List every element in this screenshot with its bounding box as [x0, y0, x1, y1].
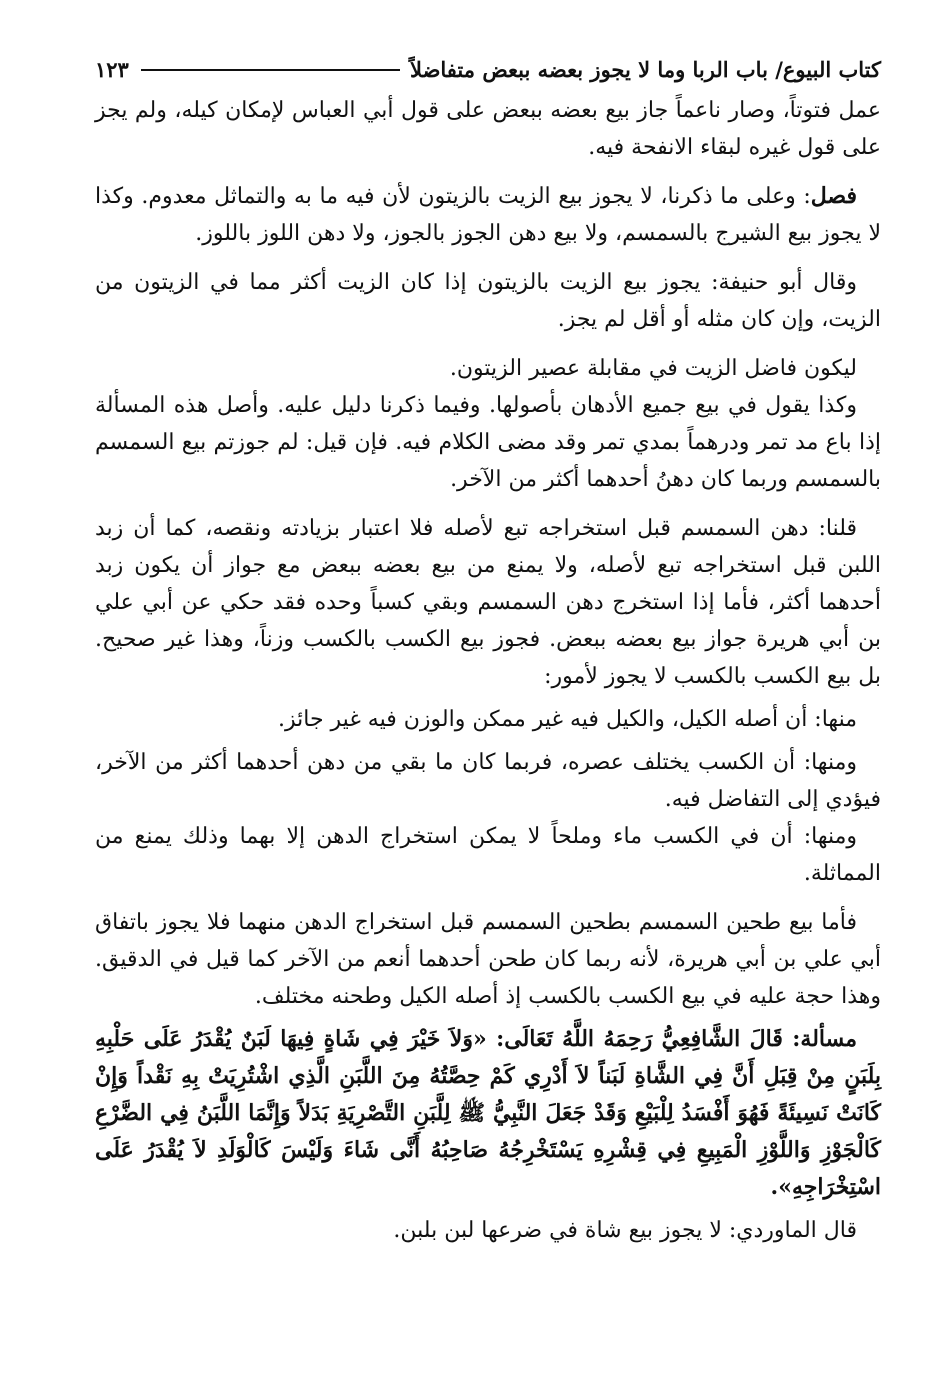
page-number: ١٢٣: [95, 57, 129, 82]
masala-lead: مسألة: قَالَ الشَّافِعِيُّ: [661, 1026, 858, 1052]
paragraph-text: ومنها: أن الكسب يختلف عصره، فربما كان ما بقي من دهن أحدهما أكثر من الآخر، فيؤدي إلى التفاضل فيه.: [95, 750, 881, 812]
paragraph-10: [95, 904, 881, 1015]
paragraph-text: عمل فتوتاً، وصار ناعماً جاز بيع بعضه ببعض على قول أبي العباس لإمكان كيله، ولم يجز على قول غيره لبقاء الانفحة فيه.: [95, 98, 881, 160]
paragraph-2: [95, 178, 881, 252]
chapter-title: كتاب البيوع/ باب الربا وما لا يجوز بعضه ببعض متفاضلاً: [410, 57, 881, 82]
paragraph-text: ومنها: أن في الكسب ماء وملحاً لا يمكن استخراج الدهن إلا بهما وذلك يمنع من المماثلة.: [95, 824, 881, 886]
section-lead: فصل: [810, 183, 857, 209]
paragraph-text: وقال أبو حنيفة: يجوز بيع الزيت بالزيتون إذا كان الزيت أكثر مما في الزيتون من الزيت، وإن كان مثله أو أقل لم يجز.: [95, 270, 881, 332]
paragraph-text: قال الماوردي: لا يجوز بيع شاة في ضرعها لبن بلبن.: [393, 1218, 857, 1243]
paragraph-text: قلنا: دهن السمسم قبل استخراجه تبع لأصله فلا اعتبار بزيادته ونقصه، كما أن زبد اللبن قبل استخراجه تبع لأصله، ولا يمنع من بيع بعضه ببعض مع جواز أن يكون زبد أحدهما أكثر، فأما إذا استخرج دهن السمسم وبقي كسباً وحده فقد حكي عن أبي علي بن أبي هريرة جواز بيع بعضه ببعض. فجوز بيع الكسب بالكسب وزناً، وهذا غير صحيح. بل بيع الكسب بالكسب لا يجوز لأمور:: [95, 516, 881, 689]
paragraph-text: ليكون فاضل الزيت في مقابلة عصير الزيتون.: [449, 356, 857, 381]
paragraph-4: [95, 350, 881, 387]
book-page: [95, 48, 881, 1249]
paragraph-9: [95, 818, 881, 892]
paragraph-11: [95, 1021, 881, 1206]
header-rule: [141, 69, 400, 71]
paragraph-text: فأما بيع طحين السمسم بطحين السمسم قبل استخراج الدهن منهما فلا يجوز باتفاق أبي علي بن أبي هريرة، لأنه ربما كان طحن أحدهما أنعم من الآخر كما قيل في الدقيق. وهذا حجة عليه في بيع الكسب بالكسب إذ أصله الكيل وطحنه مختلف.: [95, 910, 881, 1009]
paragraph-1: [95, 92, 881, 166]
paragraph-8: [95, 744, 881, 818]
paragraph-5: [95, 387, 881, 498]
paragraph-6: [95, 510, 881, 695]
paragraph-3: [95, 264, 881, 338]
running-header: [95, 48, 881, 92]
paragraph-text: : وعلى ما ذكرنا، لا يجوز بيع الزيت بالزيتون لأن فيه ما به والتماثل معدوم. وكذا لا يجوز بيع الشيرج بالسمسم، ولا بيع دهن الجوز بالجوز، ولا دهن اللوز باللوز.: [95, 184, 881, 246]
paragraph-12: [95, 1212, 881, 1249]
paragraph-text: منها: أن أصله الكيل، والكيل فيه غير ممكن والوزن فيه غير جائز.: [277, 707, 857, 732]
paragraph-text: وكذا يقول في بيع جميع الأدهان بأصولها. وفيما ذكرنا دليل عليه. وأصل هذه المسألة إذا باع مد تمر ودرهماً بمدي تمر وقد مضى الكلام فيه. فإن قيل: لم جوزتم بيع السمسم بالسمسم وربما كان دهنُ أحدهما أكثر من الآخر.: [95, 393, 881, 492]
quoted-text: رَحِمَهُ اللَّهُ تَعَالَى: «وَلاَ خَيْرَ فِي شَاةٍ فِيهَا لَبَنٌ يُقْدَرُ عَلَى حَلْبِهِ بِلَبَنٍ مِنْ قِبَلِ أَنَّ فِي الشَّاةِ لَبَناً لاَ أَدْرِي كَمْ حِصَّتُهُ مِنَ اللَّبَنِ الَّذِي اشْتُرِيَتْ بِهِ نَقْداً وَإِنْ كَانَتْ نَسِيئَةً فَهُوَ أَفْسَدُ لِلْبَيْعِ وَقَدْ جَعَلَ النَّبِيُّ ﷺ لِلَّبَنِ التَّصْرِيَةِ بَدَلاً وَإِنَّمَا اللَّبَنُ فِي الضَّرْعِ كَالْجَوْزِ وَاللَّوْزِ الْمَبِيعِ فِي قِشْرِهِ يَسْتَخْرِجُهُ صَاحِبُهُ أَنَّى شَاءَ وَلَيْسَ كَالْوَلَدِ لاَ يُقْدَرُ عَلَى اسْتِخْرَاجِهِ».: [95, 1026, 881, 1200]
paragraph-7: [95, 701, 881, 738]
